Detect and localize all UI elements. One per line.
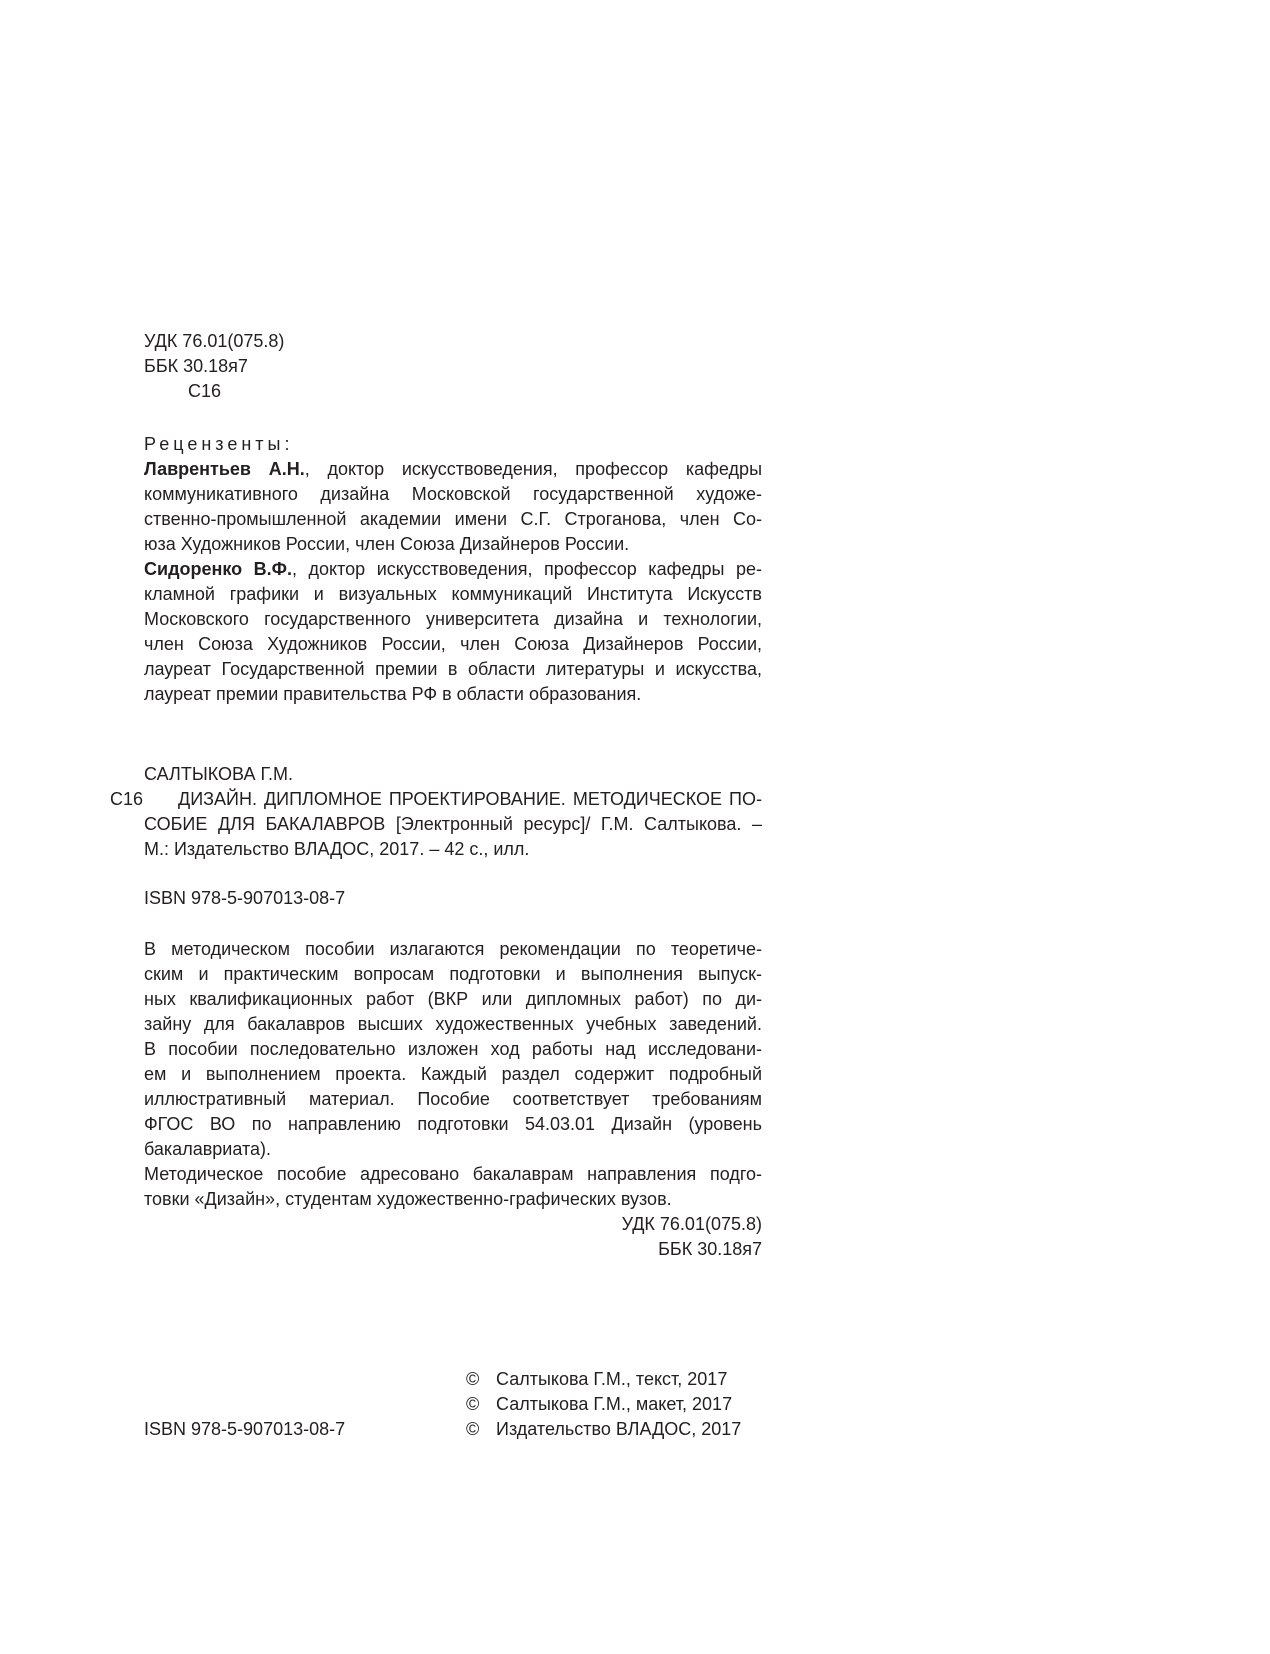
footer-isbn: ISBN 978-5-907013-08-7 [144, 1419, 346, 1439]
bib-isbn: ISBN 978-5-907013-08-7 [144, 888, 346, 908]
reviewer-1-line: ственно-промышленной академии имени С.Г. Строганова, член Со- [144, 509, 762, 529]
annotation-line: ским и практическим вопросам подготовки и выполнения выпуск- [144, 964, 762, 984]
audience-line: товки «Дизайн», студентам художественно-графических вузов. [144, 1189, 672, 1209]
copyright-sign: © [466, 1394, 480, 1414]
bib-title-line: М.: Издательство ВЛАДОС, 2017. – 42 с., илл. [144, 839, 530, 859]
reviewer-2-line: член Союза Художников России, член Союза Дизайнеров России, [144, 634, 762, 654]
udk-code: УДК 76.01(075.8) [144, 331, 285, 351]
reviewer-1-first-line: Лаврентьев А.Н., доктор искусствоведения, профессор кафедры [144, 459, 762, 479]
reviewer-1-line: юза Художников России, член Союза Дизайнеров России. [144, 534, 630, 554]
bib-title-line: СОБИЕ ДЛЯ БАКАЛАВРОВ [Электронный ресурс]/ Г.М. Салтыкова. – [144, 814, 762, 834]
annotation-line: ных квалификационных работ (ВКР или дипломных работ) по ди- [144, 989, 762, 1009]
reviewer-2-line: лауреат Государственной премии в области литературы и искусства, [144, 659, 762, 679]
annotation-line: иллюстративный материал. Пособие соответствует требованиям [144, 1089, 762, 1109]
annotation-block [144, 937, 762, 1262]
annotation-line: В пособии последовательно изложен ход работы над исследовани- [144, 1039, 762, 1059]
bib-author: САЛТЫКОВА Г.М. [144, 764, 293, 784]
annotation-line: ем и выполнением проекта. Каждый раздел содержит подробный [144, 1064, 762, 1084]
reviewer-2-line: кламной графики и визуальных коммуникаций Института Искусств [144, 584, 762, 604]
copyright-block [466, 1367, 741, 1442]
reviewer-2-name: Сидоренко В.Ф. [144, 559, 293, 579]
reviewers-block [144, 432, 762, 707]
udk-right: УДК 76.01(075.8) [621, 1214, 762, 1234]
annotation-line: бакалавриата). [144, 1139, 271, 1159]
classification-block [144, 329, 284, 404]
annotation-line: ФГОС ВО по направлению подготовки 54.03.01 Дизайн (уровень [144, 1114, 762, 1134]
annotation-line: зайну для бакалавров высших художественных учебных заведений. [144, 1014, 762, 1034]
reviewer-2-first-line: Сидоренко В.Ф., доктор искусствоведения, профессор кафедры ре- [144, 559, 762, 579]
bbk-code: ББК 30.18я7 [144, 356, 248, 376]
reviewer-1-name: Лаврентьев А.Н. [144, 459, 305, 479]
bib-title-block [144, 787, 762, 862]
annotation-line: В методическом пособии излагаются рекомендации по теоретиче- [144, 939, 762, 959]
copyright-sign: © [466, 1419, 480, 1439]
reviewers-heading: Рецензенты: [144, 434, 294, 454]
bib-mark: С16 [110, 789, 144, 809]
reviewer-2-line: Московского государственного университета дизайна и технологии, [144, 609, 762, 629]
audience-line: Методическое пособие адресовано бакалаврам направления подго- [144, 1164, 762, 1184]
copyright-line: © Салтыкова Г.М., текст, 2017 [466, 1367, 741, 1392]
bib-title-line: ДИЗАЙН. ДИПЛОМНОЕ ПРОЕКТИРОВАНИЕ. МЕТОДИЧЕСКОЕ ПО- [178, 789, 762, 809]
bbk-right: ББК 30.18я7 [658, 1239, 762, 1259]
author-mark: С16 [188, 381, 222, 401]
reviewer-2-line: лауреат премии правительства РФ в области образования. [144, 684, 642, 704]
copyright-line: © Издательство ВЛАДОС, 2017 [466, 1417, 741, 1442]
reviewer-1-line: коммуникативного дизайна Московской государственной художе- [144, 484, 762, 504]
copyright-sign: © [466, 1369, 480, 1389]
copyright-line: © Салтыкова Г.М., макет, 2017 [466, 1392, 741, 1417]
